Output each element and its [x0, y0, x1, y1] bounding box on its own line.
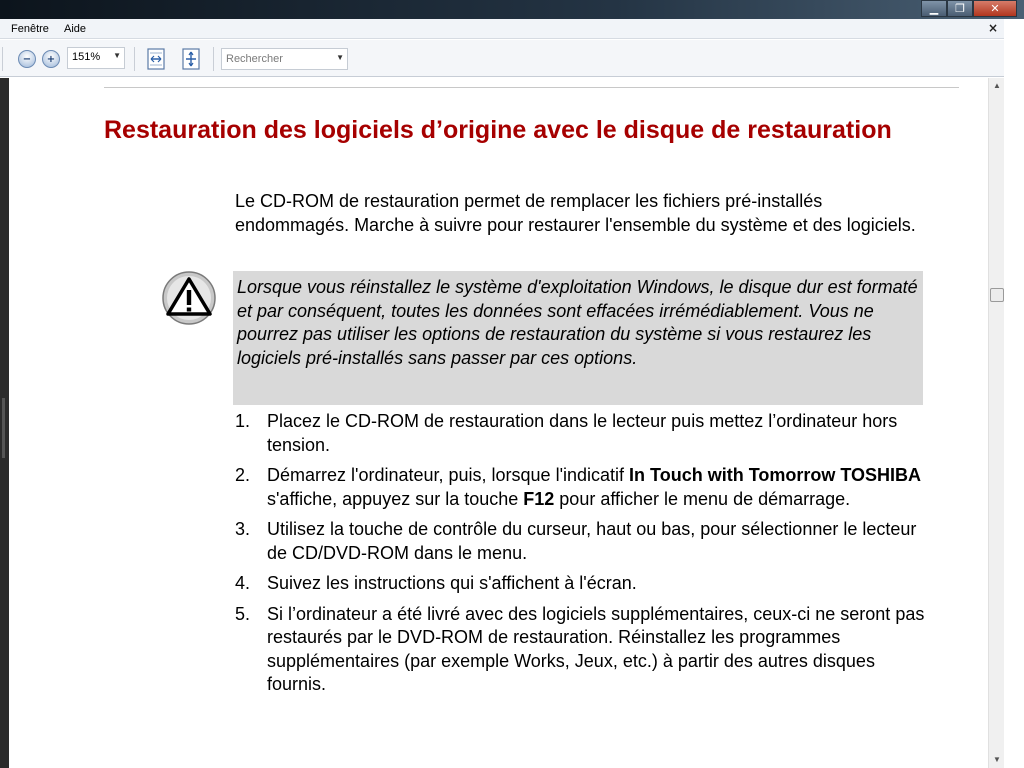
step-bold-indicator: In Touch with Tomorrow TOSHIBA [629, 465, 922, 485]
restore-button[interactable]: ❐ [947, 0, 973, 17]
intro-paragraph: Le CD-ROM de restauration permet de remplacer les fichiers pré-installés endommagés. Marche à suivre pour restaurer l'ensemble du système et des logiciels. [235, 191, 916, 235]
step-text: Suivez les instructions qui s'affichent à l'écran. [267, 573, 637, 593]
fit-page-icon[interactable] [181, 48, 201, 70]
zoom-in-icon[interactable]: + [42, 50, 60, 68]
window-controls [921, 0, 1017, 17]
step-text-mid: s'affiche, appuyez sur la touche [267, 488, 524, 509]
step-text: Si l’ordinateur a été livré avec des logiciels supplémentaires, ceux-ci ne seront pas restaurés par le DVD-ROM de restauration. Réinstallez les programmes supplémentaires (par exemple Works, Jeux, etc.) à partir des autres disques fournis. [267, 603, 925, 694]
step-text: Utilisez la touche de contrôle du curseur, haut ou bas, pour sélectionner le lecteur de CD/DVD-ROM dans le menu. [267, 519, 917, 563]
step-text-pre: Démarrez l'ordinateur, puis, lorsque l'indicatif [267, 465, 630, 485]
zoom-out-icon[interactable]: − [18, 50, 36, 68]
page-top-rule [104, 87, 959, 88]
window-right-edge [1004, 19, 1024, 768]
step-number: 3. [235, 519, 251, 539]
toolbar [0, 40, 1004, 77]
step-bold-key: F12 [523, 488, 555, 509]
menu-fenetre[interactable]: Fenêtre [11, 23, 49, 35]
menu-bar [0, 19, 1004, 39]
list-item [235, 518, 935, 565]
titlebar-background [0, 0, 1024, 19]
close-window-button[interactable]: ✕ [973, 0, 1017, 17]
step-number: 1. [235, 411, 251, 431]
step-number: 2. [235, 465, 251, 485]
warning-triangle-icon [161, 270, 217, 326]
scroll-down-icon[interactable]: ▼ [993, 755, 1001, 764]
list-item [235, 410, 935, 457]
chevron-down-icon: ▼ [336, 53, 344, 62]
warning-box [233, 271, 923, 405]
scrollbar-thumb[interactable] [990, 288, 1004, 302]
list-item [235, 603, 935, 697]
chevron-down-icon: ▼ [113, 51, 121, 60]
zoom-level-select[interactable] [67, 47, 125, 69]
step-text-post: pour afficher le menu de démarrage. [554, 488, 851, 509]
step-number: 4. [235, 573, 251, 593]
toolbar-separator [134, 47, 135, 71]
close-document-button[interactable]: × [987, 21, 998, 35]
search-input[interactable] [221, 48, 348, 70]
step-text: Placez le CD-ROM de restauration dans le lecteur puis mettez l’ordinateur hors tension. [267, 411, 898, 455]
step-number: 5. [235, 603, 251, 624]
page-title: Restauration des logiciels d’origine avec le disque de restauration [104, 116, 892, 144]
window-titlebar [0, 0, 1024, 19]
fit-width-icon[interactable] [146, 48, 166, 70]
warning-text: Lorsque vous réinstallez le système d'exploitation Windows, le disque dur est formaté et par conséquent, toutes les données sont effacées irrémédiablement. Vous ne pourrez pas utiliser les options de restauration du système si vous restaurez les logiciels pré-installés sans passer par ces options. [237, 277, 918, 368]
list-item [235, 464, 935, 511]
toolbar-separator [213, 47, 214, 71]
left-gutter [0, 78, 9, 768]
menu-aide[interactable]: Aide [64, 23, 87, 35]
vertical-scrollbar[interactable] [988, 78, 1004, 768]
search-placeholder: Rechercher [226, 53, 283, 65]
steps-list [235, 410, 935, 704]
list-item [235, 572, 935, 596]
zoom-level-value: 151% [72, 51, 101, 63]
document-page [9, 78, 988, 768]
minimize-button[interactable]: ▁ [921, 0, 947, 17]
toolbar-separator [2, 47, 3, 71]
scroll-up-icon[interactable]: ▲ [993, 81, 1001, 90]
